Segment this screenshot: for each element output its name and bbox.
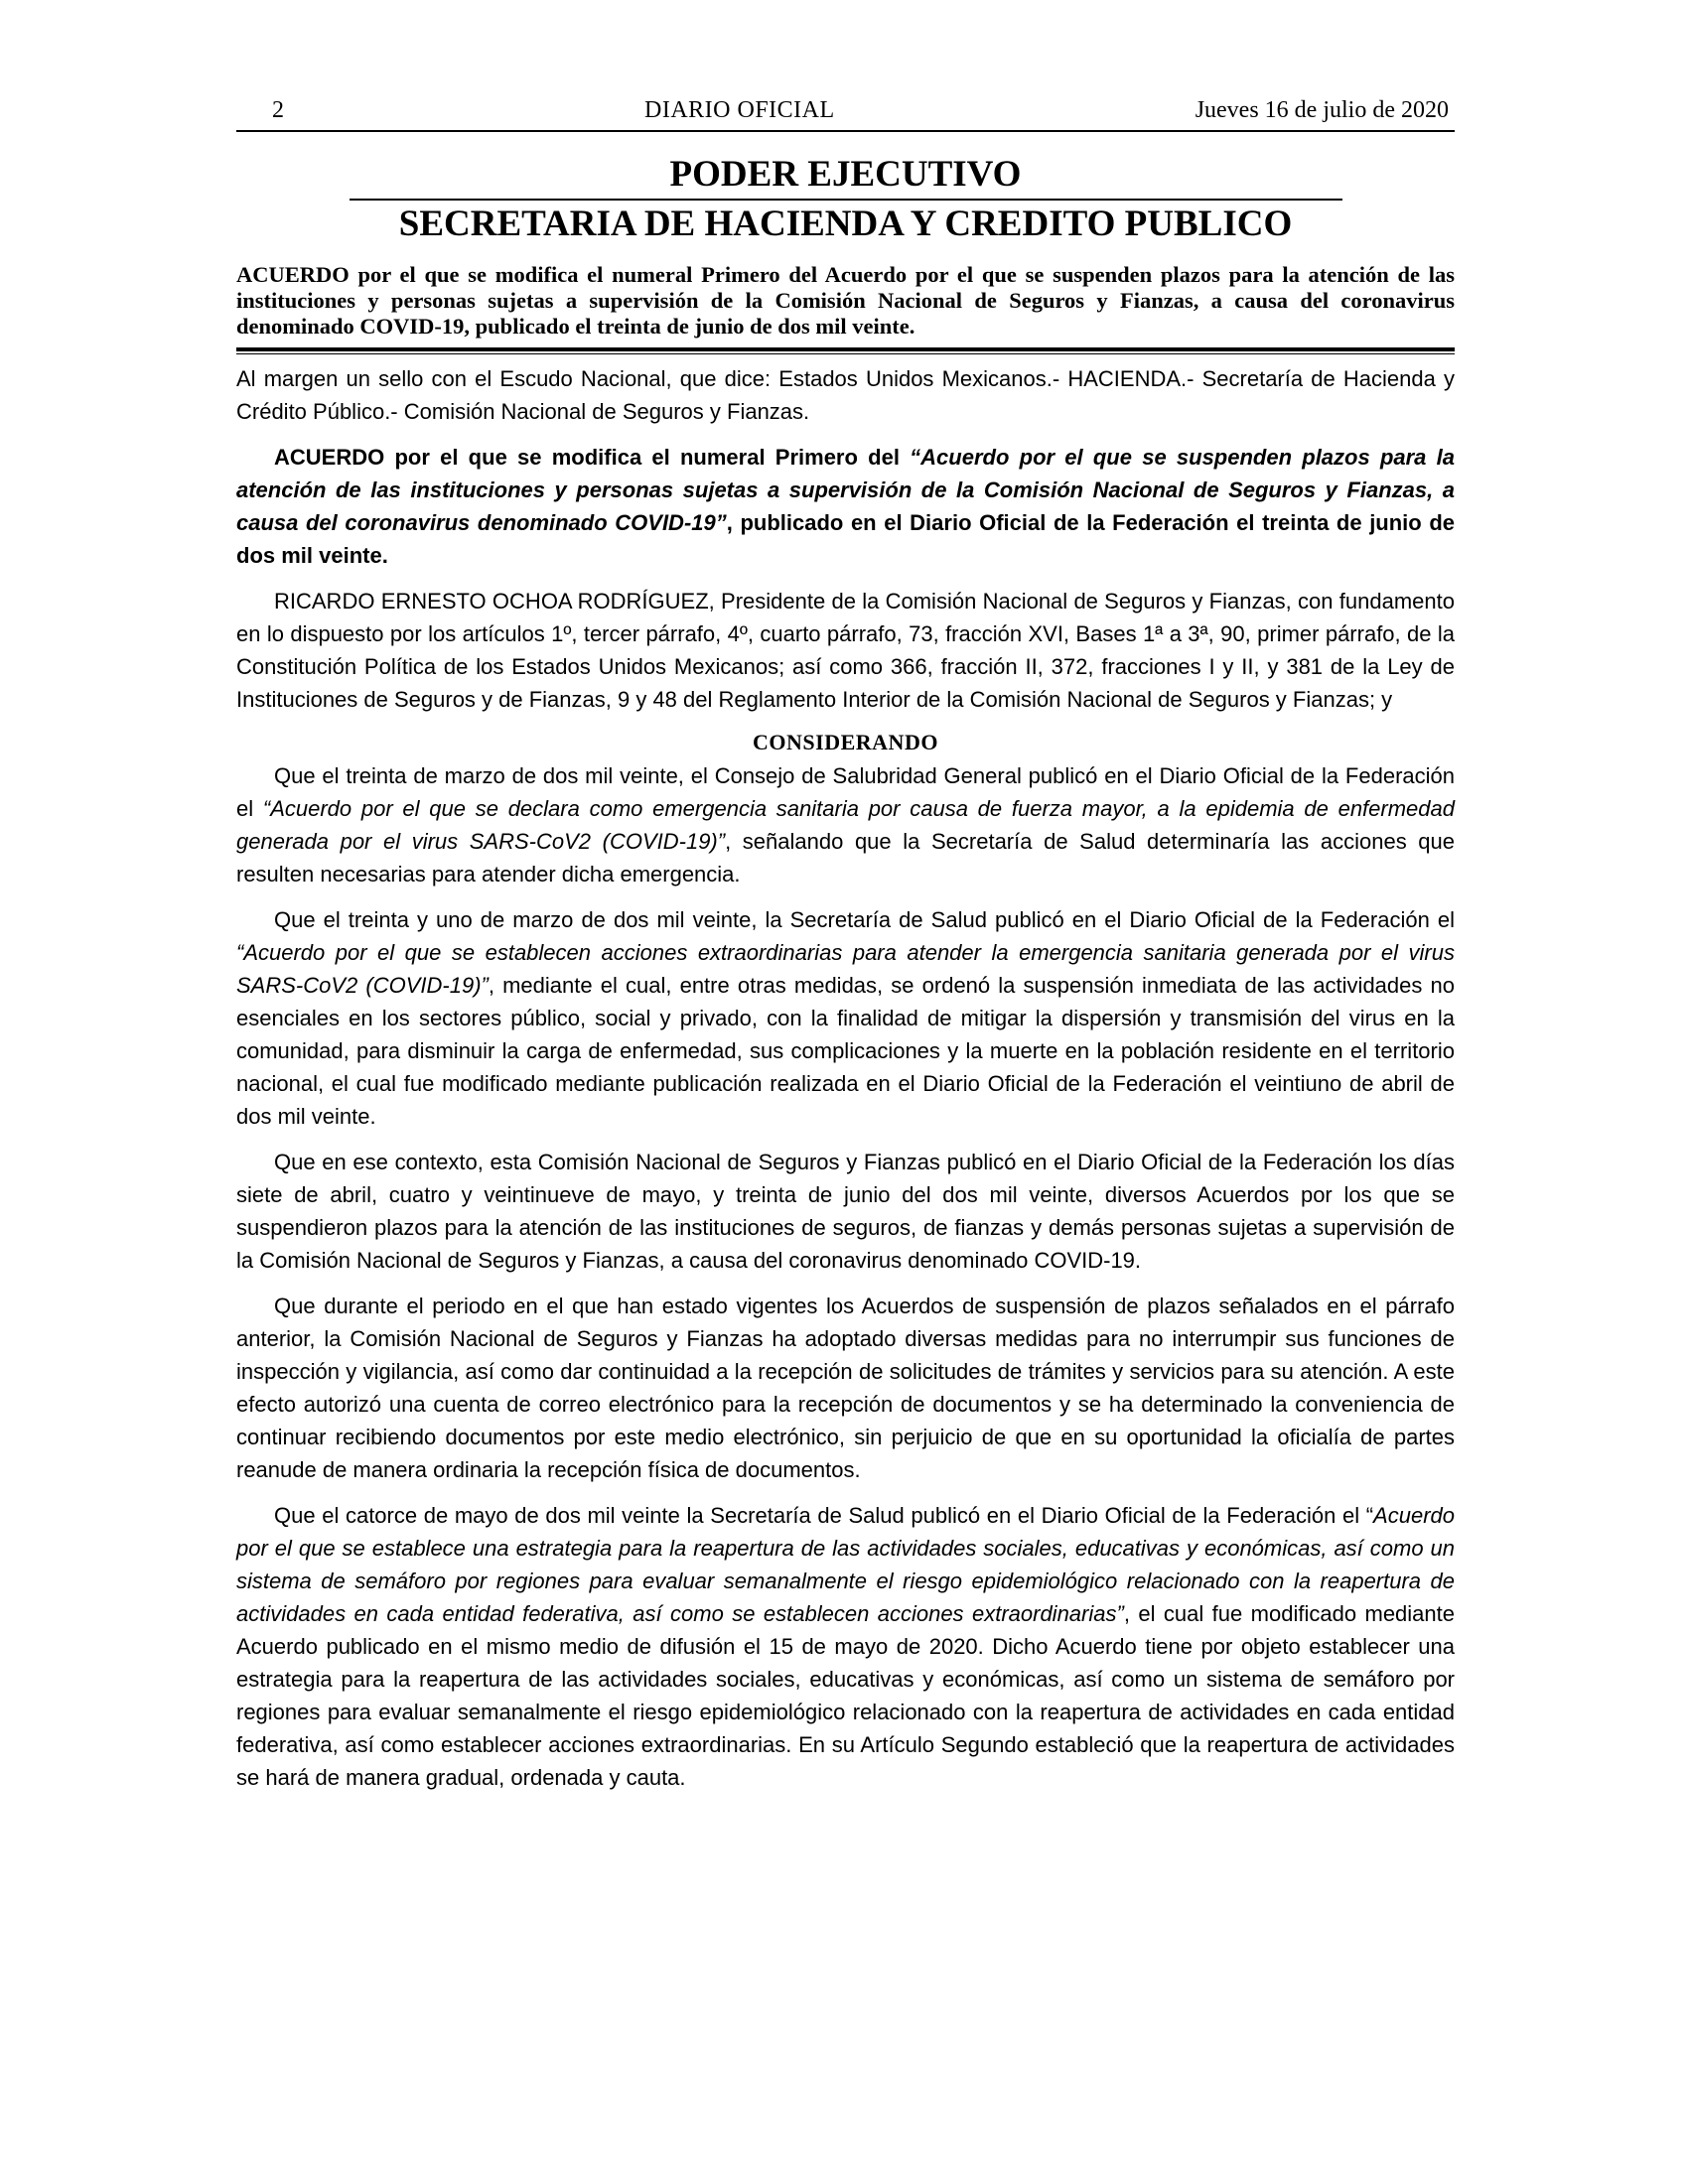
publication-name: DIARIO OFICIAL [644, 97, 835, 123]
branch-heading: PODER EJECUTIVO [669, 154, 1022, 195]
heading-divider [350, 199, 1342, 201]
quoted-decree: Acuerdo por el que se establece una estrategia para la reapertura de las actividades sociales, educativas y económicas, así como un sistema de semáforo por regiones para evaluar semanalmente el riesgo epidemiológico relacionado con la reapertura de actividades en cada entidad federativa, así como se establecen acciones extraordinarias” [236, 1503, 1455, 1626]
paragraph-text: Que el catorce de mayo de dos mil veinte la Secretaría de Salud publicó en el Diario Oficial de la Federación el “ [274, 1503, 1374, 1528]
summary-divider-thick [236, 347, 1455, 351]
decree-title-lead: ACUERDO por el que se modifica el numeral Primero del [274, 445, 911, 470]
decree-title-tail: , publicado en el Diario Oficial de la Federación el treinta de junio de dos mil veinte. [236, 510, 1456, 568]
publication-date: Jueves 16 de julio de 2020 [1195, 97, 1449, 123]
summary-divider-thin [236, 353, 1455, 354]
decree-title-paragraph [236, 441, 1455, 572]
considerando-paragraph-4: Que durante el periodo en el que han estado vigentes los Acuerdos de suspensión de plazos señalados en el párrafo anterior, la Comisión Nacional de Seguros y Fianzas ha adoptado diversas medidas para no interrumpir sus funciones de inspección y vigilancia, así como dar continuidad a la recepción de solicitudes de trámites y servicios para su atención. A este efecto autorizó una cuenta de correo electrónico para la recepción de documentos y se ha determinado la conveniencia de continuar recibiendo documentos por este medio electrónico, sin perjuicio de que en su oportunidad la oficialía de partes reanude de manera ordinaria la recepción física de documentos. [236, 1294, 1455, 1482]
page-number: 2 [272, 97, 284, 123]
preamble-paragraph: RICARDO ERNESTO OCHOA RODRÍGUEZ, Presidente de la Comisión Nacional de Seguros y Fianzas, con fundamento en lo dispuesto por los artículos 1º, tercer párrafo, 4º, cuarto párrafo, 73, fracción XVI, Bases 1ª a 3ª, 90, primer párrafo, de la Constitución Política de los Estados Unidos Mexicanos; así como 366, fracción II, 372, fracciones I y II, y 381 de la Ley de Instituciones de Seguros y de Fianzas, 9 y 48 del Reglamento Interior de la Comisión Nacional de Seguros y Fianzas; y [236, 589, 1455, 712]
considerando-paragraph-3: Que en ese contexto, esta Comisión Nacional de Seguros y Fianzas publicó en el Diario Oficial de la Federación los días siete de abril, cuatro y veintinueve de mayo, y treinta de junio del dos mil veinte, diversos Acuerdos por los que se suspendieron plazos para la atención de las instituciones de seguros, de fianzas y demás personas sujetas a supervisión de la Comisión Nacional de Seguros y Fianzas, a causa del coronavirus denominado COVID-19. [236, 1150, 1455, 1273]
paragraph-text: , mediante el cual, entre otras medidas, se ordenó la suspensión inmediata de las actividades no esenciales en los sectores público, social y privado, con la finalidad de mitigar la dispersión y transmisión del virus en la comunidad, para disminuir la carga de enfermedad, sus complicaciones y la muerte en la población residente en el territorio nacional, el cual fue modificado mediante publicación realizada en el Diario Oficial de la Federación el veintiuno de abril de dos mil veinte. [236, 973, 1455, 1129]
margin-note: Al margen un sello con el Escudo Nacional, que dice: Estados Unidos Mexicanos.- HACIENDA.- Secretaría de Hacienda y Crédito Público.- Comisión Nacional de Seguros y Fianzas. [236, 366, 1455, 424]
considerando-paragraph-1 [236, 759, 1455, 890]
paragraph-text: Que el treinta y uno de marzo de dos mil veinte, la Secretaría de Salud publicó en el Diario Oficial de la Federación el [274, 907, 1455, 932]
paragraph-text: , señalando que la Secretaría de Salud determinaría las acciones que resulten necesarias para atender dicha emergencia. [236, 829, 1456, 887]
decree-summary: ACUERDO por el que se modifica el numeral Primero del Acuerdo por el que se suspenden plazos para la atención de las instituciones y personas sujetas a supervisión de la Comisión Nacional de Seguros y Fianzas, a causa del coronavirus denominado COVID-19, publicado el treinta de junio de dos mil veinte. [236, 262, 1455, 339]
ministry-heading: SECRETARIA DE HACIENDA Y CREDITO PUBLICO [398, 204, 1293, 244]
document-page [236, 97, 1455, 1794]
page-header [236, 97, 1455, 132]
considerando-heading: CONSIDERANDO [753, 730, 938, 754]
decree-title-quoted: “Acuerdo por el que se suspenden plazos para la atención de las instituciones y personas sujetas a supervisión de la Comisión Nacional de Seguros y Fianzas, a causa del coronavirus denominado COVID-19” [236, 445, 1455, 535]
quoted-decree: “Acuerdo por el que se establecen acciones extraordinarias para atender la emergencia sanitaria generada por el virus SARS-CoV2 (COVID-19)” [236, 940, 1455, 998]
paragraph-text: , el cual fue modificado mediante Acuerdo publicado en el mismo medio de difusión el 15 de mayo de 2020. Dicho Acuerdo tiene por objeto establecer una estrategia para la reapertura de las actividades sociales, educativas y económicas, así como un sistema de semáforo por regiones para evaluar semanalmente el riesgo epidemiológico relacionado con la reapertura de actividades en cada entidad federativa, así como establecer acciones extraordinarias. En su Artículo Segundo estableció que la reapertura de actividades se hará de manera gradual, ordenada y cauta. [236, 1601, 1456, 1790]
paragraph-text: Que el treinta de marzo de dos mil veinte, el Consejo de Salubridad General publicó en el Diario Oficial de la Federación el [236, 763, 1455, 821]
quoted-decree: “Acuerdo por el que se declara como emergencia sanitaria por causa de fuerza mayor, a la epidemia de enfermedad generada por el virus SARS-CoV2 (COVID-19)” [236, 796, 1455, 854]
considerando-paragraph-2 [236, 903, 1455, 1133]
considerando-paragraph-5 [236, 1499, 1455, 1794]
